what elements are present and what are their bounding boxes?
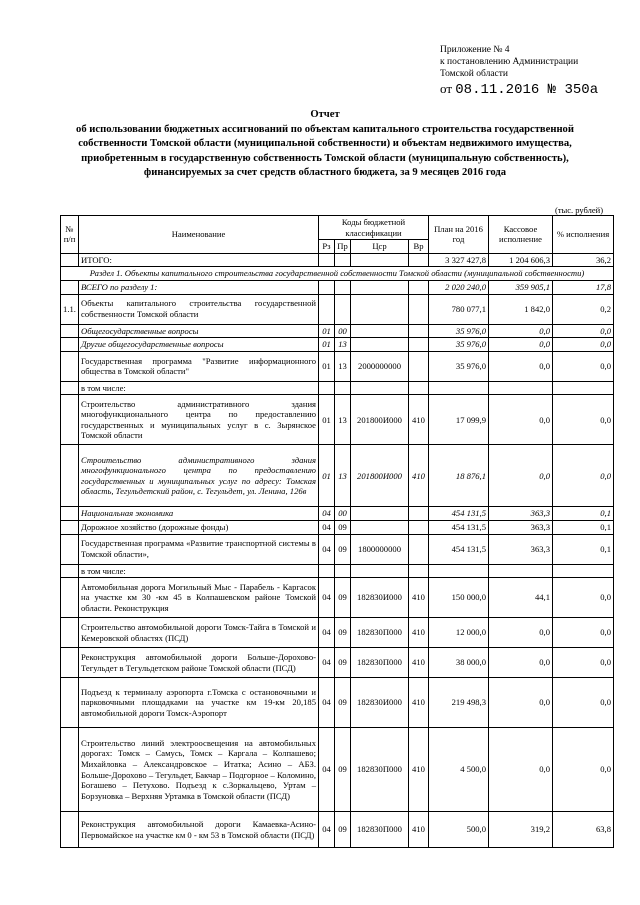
total-pct: 36,2 [553,253,614,267]
row-rz: 04 [319,678,335,728]
row-plan: 454 131,5 [429,520,489,534]
row-vr: 410 [409,812,429,848]
table-row [61,395,614,445]
row-rz: 01 [319,395,335,445]
report-title [60,108,590,181]
row-csr: 201800И000 [351,395,409,445]
header-row-1 [61,216,614,240]
row-vr [409,564,429,578]
row-name: Строительство административного здания многофункционального центра по предоставлению государственных и муниципальных услуг в с. Зырянское Томской области [79,395,319,445]
row-vr: 410 [409,678,429,728]
row-vr: 410 [409,578,429,618]
row-vr: 410 [409,618,429,648]
title-line-2: об использовании бюджетных ассигнований по объектам капитального строительства государственной собственности Томской области (муниципальной собственности) и объектам недвижимого имущества, приобретенным в государственную собственность Томской области (муниципальную собственность), финансируемых за счет средств областного бюджета, за 9 месяцев 2016 года [76,123,574,178]
row-csr: 182830П000 [351,728,409,812]
row-cash: 363,3 [489,520,553,534]
row-rz: 04 [319,812,335,848]
row-vr [409,351,429,381]
row-pr: 00 [335,324,351,338]
row-name: Автомобильная дорога Могильный Мыс - Парабель - Каргасок на участке км 30 -км 45 в Колпашевском районе Томской области. Реконструкция [79,578,319,618]
row-rz: 04 [319,534,335,564]
table-row [61,648,614,678]
row-rz [319,564,335,578]
row-pct: 0,0 [553,728,614,812]
row-pr: 00 [335,507,351,521]
row-num: 1.1. [61,294,79,324]
row-num [61,324,79,338]
row-cash: 1 842,0 [489,294,553,324]
row-pct: 17,8 [553,280,614,294]
row-name: Строительство линий электроосвещения на автомобильных дорогах: Томск – Самусь, Томск – Каргала – Колпашево; Михайловка – Александровское – Итатка; Асино – АБЗ. Больше-Дорохово – Тегульдет, Бакчар – Подгорное – Коломино, Богашево – Петухово. Подъезд к с.Зоркальцево, Уртам – Борзуновка – Верхняя Уртамка в Томской области (ПСД) [79,728,319,812]
row-cash: 0,0 [489,338,553,352]
header-pr: Пр [335,240,351,254]
header-vr: Вр [409,240,429,254]
row-name: Государственная программа «Развитие транспортной системы в Томской области», [79,534,319,564]
row-rz [319,280,335,294]
row-vr [409,294,429,324]
row-cash: 0,0 [489,678,553,728]
date-prefix: от [440,81,453,96]
row-pr: 09 [335,648,351,678]
total-row [61,253,614,267]
report-table [60,215,614,848]
row-plan: 4 500,0 [429,728,489,812]
row-pct: 0,1 [553,507,614,521]
header-cash: Кассовое исполнение [489,216,553,254]
row-name: в том числе: [79,564,319,578]
row-rz: 01 [319,324,335,338]
row-vr: 410 [409,395,429,445]
row-plan: 454 131,5 [429,507,489,521]
row-cash: 0,0 [489,618,553,648]
row-plan: 780 077,1 [429,294,489,324]
row-vr [409,520,429,534]
row-csr: 2000000000 [351,351,409,381]
row-num [61,728,79,812]
row-rz: 04 [319,520,335,534]
header-plan: План на 2016 год [429,216,489,254]
row-vr [409,534,429,564]
row-pct [553,564,614,578]
row-num [61,534,79,564]
table-row [61,578,614,618]
appendix-line-1: Приложение № 4 [440,45,510,55]
row-plan [429,381,489,395]
total-cash: 1 204 606,3 [489,253,553,267]
row-rz: 04 [319,618,335,648]
appendix-block [440,44,598,98]
row-pr: 09 [335,520,351,534]
row-num [61,520,79,534]
row-plan: 17 099,9 [429,395,489,445]
row-rz [319,381,335,395]
row-cash: 319,2 [489,812,553,848]
row-num [61,648,79,678]
row-pr: 13 [335,445,351,507]
row-cash: 0,0 [489,395,553,445]
row-cash: 363,3 [489,507,553,521]
row-vr [409,507,429,521]
date-number: 08.11.2016 № 350а [455,82,599,98]
row-num [61,445,79,507]
row-pct: 0,1 [553,534,614,564]
header-name: Наименование [79,216,319,254]
row-pct: 0,2 [553,294,614,324]
row-csr: 182830И000 [351,678,409,728]
table-row [61,507,614,521]
row-rz: 04 [319,648,335,678]
row-csr: 182830П000 [351,812,409,848]
row-name: Строительство автомобильной дороги Томск-Тайга в Томской и Кемеровской областях (ПСД) [79,618,319,648]
table-row [61,520,614,534]
row-cash [489,381,553,395]
row-pct: 0,1 [553,520,614,534]
row-pct: 0,0 [553,678,614,728]
row-csr [351,381,409,395]
row-cash [489,564,553,578]
row-csr [351,507,409,521]
row-csr: 182830И000 [351,578,409,618]
row-pct: 0,0 [553,618,614,648]
row-plan: 18 876,1 [429,445,489,507]
row-pr: 09 [335,618,351,648]
table-row [61,324,614,338]
row-pr [335,381,351,395]
row-rz: 01 [319,351,335,381]
row-csr: 1800000000 [351,534,409,564]
row-vr: 410 [409,445,429,507]
row-csr: 201800И000 [351,445,409,507]
row-cash: 0,0 [489,445,553,507]
row-num [61,507,79,521]
row-plan: 2 020 240,0 [429,280,489,294]
section-1-row [61,267,614,281]
row-name: Общегосударственные вопросы [79,324,319,338]
total-label: ИТОГО: [79,253,319,267]
row-rz: 01 [319,445,335,507]
row-pct: 0,0 [553,338,614,352]
row-csr: 182830П000 [351,648,409,678]
header-pct: % исполнения [553,216,614,254]
row-csr [351,280,409,294]
row-cash: 44,1 [489,578,553,618]
row-pr [335,564,351,578]
row-csr [351,564,409,578]
title-line-1: Отчет [310,109,340,120]
row-plan: 35 976,0 [429,338,489,352]
section-1-heading: Раздел 1. Объекты капитального строительства государственной собственности Томской области (муниципальной собственности) [61,267,614,281]
header-rz: Рз [319,240,335,254]
row-pct [553,381,614,395]
row-num [61,280,79,294]
row-plan [429,564,489,578]
row-name: Строительство административного здания многофункционального центра по предоставлению государственных и муниципальных услуг по адресу: Томская область, Тегульдетский район, с. Тегульдет, ул. Ленина, 126в [79,445,319,507]
appendix-date [440,81,598,98]
appendix-line-3: Томской области [440,69,508,79]
table-row [61,728,614,812]
row-rz: 04 [319,507,335,521]
row-plan: 35 976,0 [429,351,489,381]
table-row [61,351,614,381]
row-plan: 454 131,5 [429,534,489,564]
row-name: Дорожное хозяйство (дорожные фонды) [79,520,319,534]
row-name: Объекты капитального строительства государственной собственности Томской области [79,294,319,324]
row-cash: 359 905,1 [489,280,553,294]
row-name: Другие общегосударственные вопросы [79,338,319,352]
row-vr: 410 [409,728,429,812]
row-cash: 363,3 [489,534,553,564]
row-pct: 0,0 [553,395,614,445]
row-pct: 0,0 [553,648,614,678]
row-name: Национальная экономика [79,507,319,521]
row-pct: 0,0 [553,351,614,381]
row-cash: 0,0 [489,728,553,812]
table-row [61,618,614,648]
row-num [61,395,79,445]
row-cash: 0,0 [489,648,553,678]
row-pct: 0,0 [553,578,614,618]
row-csr [351,338,409,352]
row-csr [351,294,409,324]
row-pr: 09 [335,728,351,812]
row-num [61,338,79,352]
total-plan: 3 327 427,8 [429,253,489,267]
row-vr [409,324,429,338]
row-csr [351,520,409,534]
row-plan: 500,0 [429,812,489,848]
table-row [61,678,614,728]
row-pct: 0,0 [553,445,614,507]
row-rz: 04 [319,728,335,812]
appendix-line-2: к постановлению Администрации [440,57,579,67]
table-row [61,564,614,578]
row-name: Подъезд к терминалу аэропорта г.Томска с остановочными и парковочными площадками на участке км 19-км 20,185 автомобильной дороги Томск-Аэропорт [79,678,319,728]
table-row [61,812,614,848]
row-num [61,564,79,578]
row-num [61,578,79,618]
header-csr: Цср [351,240,409,254]
table-row [61,294,614,324]
row-plan: 12 000,0 [429,618,489,648]
row-num [61,678,79,728]
row-pr [335,280,351,294]
row-name: Государственная программа "Развитие информационного общества в Томской области" [79,351,319,381]
row-num [61,381,79,395]
row-csr [351,324,409,338]
row-pr: 09 [335,812,351,848]
table-row [61,381,614,395]
row-num [61,351,79,381]
header-codes: Коды бюджетной классификации [319,216,429,240]
row-rz [319,294,335,324]
row-rz: 01 [319,338,335,352]
row-csr: 182830П000 [351,618,409,648]
row-name: Реконструкция автомобильной дороги Больше-Дороховo-Тегульдет в Тегульдетском районе Томской области (ПСД) [79,648,319,678]
row-num [61,812,79,848]
row-pr: 09 [335,678,351,728]
table-row [61,534,614,564]
row-name: в том числе: [79,381,319,395]
row-plan: 38 000,0 [429,648,489,678]
row-num [61,618,79,648]
row-plan: 35 976,0 [429,324,489,338]
table-row [61,338,614,352]
row-name: ВСЕГО по разделу 1: [79,280,319,294]
row-name: Реконструкция автомобильной дороги Камаевка-Асино-Первомайское на участке км 0 - км 53 в Томской области (ПСД) [79,812,319,848]
table-row [61,280,614,294]
row-vr: 410 [409,648,429,678]
row-pr: 13 [335,351,351,381]
row-pct: 0,0 [553,324,614,338]
row-pr: 09 [335,578,351,618]
header-num: № п/п [61,216,79,254]
row-pct: 63,8 [553,812,614,848]
row-vr [409,381,429,395]
row-plan: 219 498,3 [429,678,489,728]
units-label: (тыс. рублей) [555,205,604,215]
row-vr [409,280,429,294]
table-row [61,445,614,507]
row-plan: 150 000,0 [429,578,489,618]
row-cash: 0,0 [489,324,553,338]
row-rz: 04 [319,578,335,618]
row-pr [335,294,351,324]
row-pr: 13 [335,395,351,445]
row-cash: 0,0 [489,351,553,381]
row-pr: 09 [335,534,351,564]
row-vr [409,338,429,352]
row-pr: 13 [335,338,351,352]
